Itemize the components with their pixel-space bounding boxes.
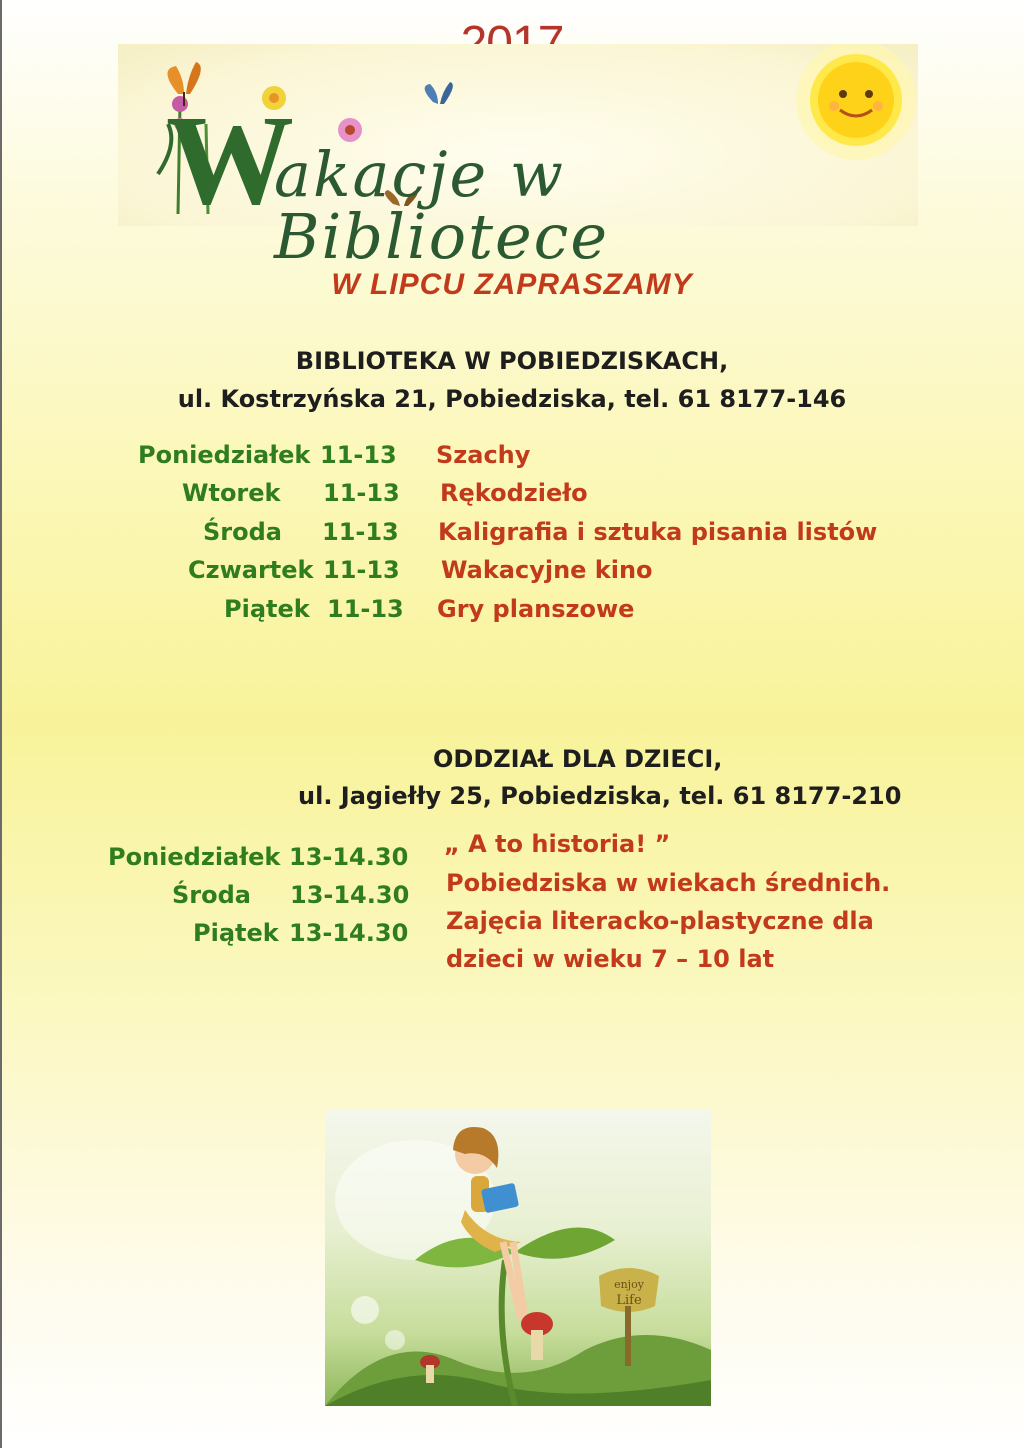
- library-name: BIBLIOTEKA W POBIEDZISKACH,: [295, 347, 729, 375]
- headline: W LIPCU ZAPRASZAMY: [331, 268, 693, 301]
- children-schedule-time: 13-14.30: [290, 881, 410, 909]
- banner-title: [166, 89, 906, 273]
- children-schedule-day: Poniedziałek: [108, 843, 281, 871]
- schedule-time: 11-13: [323, 556, 400, 584]
- schedule-activity: Kaligrafia i sztuka pisania listów: [438, 518, 878, 546]
- schedule-activity: Gry planszowe: [437, 595, 635, 623]
- butterfly-icon: [425, 82, 453, 104]
- sign-text-top: enjoy: [614, 1278, 644, 1291]
- sign-text-bottom: Life: [616, 1293, 642, 1308]
- schedule-day: Wtorek: [182, 479, 281, 507]
- library-address: ul. Kostrzyńska 21, Pobiedziska, tel. 61 8177-146: [177, 385, 847, 413]
- children-dept-address: ul. Jagiełły 25, Pobiedziska, tel. 61 8177-210: [298, 782, 902, 810]
- schedule-day: Piątek: [224, 595, 310, 623]
- children-activity-line: dzieci w wieku 7 – 10 lat: [446, 945, 775, 973]
- schedule-activity: Rękodzieło: [440, 479, 588, 507]
- schedule-day: Środa: [203, 518, 282, 546]
- schedule-time: 11-13: [323, 479, 400, 507]
- schedule-time: 11-13: [322, 518, 399, 546]
- banner-initial: W: [166, 89, 294, 231]
- page-edge: [0, 0, 2, 1448]
- schedule-time: 11-13: [327, 595, 404, 623]
- banner: [118, 44, 918, 273]
- schedule-time: 11-13: [320, 441, 397, 469]
- children-schedule-day: Piątek: [193, 919, 279, 947]
- schedule-activity: Wakacyjne kino: [441, 556, 653, 584]
- schedule-day: Poniedziałek: [138, 441, 311, 469]
- children-activity-line: Pobiedziska w wiekach średnich.: [446, 869, 891, 897]
- banner-text: akacje w Bibliotece: [274, 138, 610, 273]
- schedule-day: Czwartek: [188, 556, 314, 584]
- reading-girl-illustration: [325, 1110, 711, 1406]
- schedule-activity: Szachy: [436, 441, 531, 469]
- children-schedule-time: 13-14.30: [289, 843, 409, 871]
- illustration-drawing: [325, 1110, 711, 1406]
- children-schedule-day: Środa: [172, 881, 251, 909]
- children-activity-line: Zajęcia literacko-plastyczne dla: [446, 907, 874, 935]
- children-activity-title: „ A to historia! ”: [444, 830, 671, 858]
- children-dept-name: ODDZIAŁ DLA DZIECI,: [433, 745, 723, 773]
- children-schedule-time: 13-14.30: [289, 919, 409, 947]
